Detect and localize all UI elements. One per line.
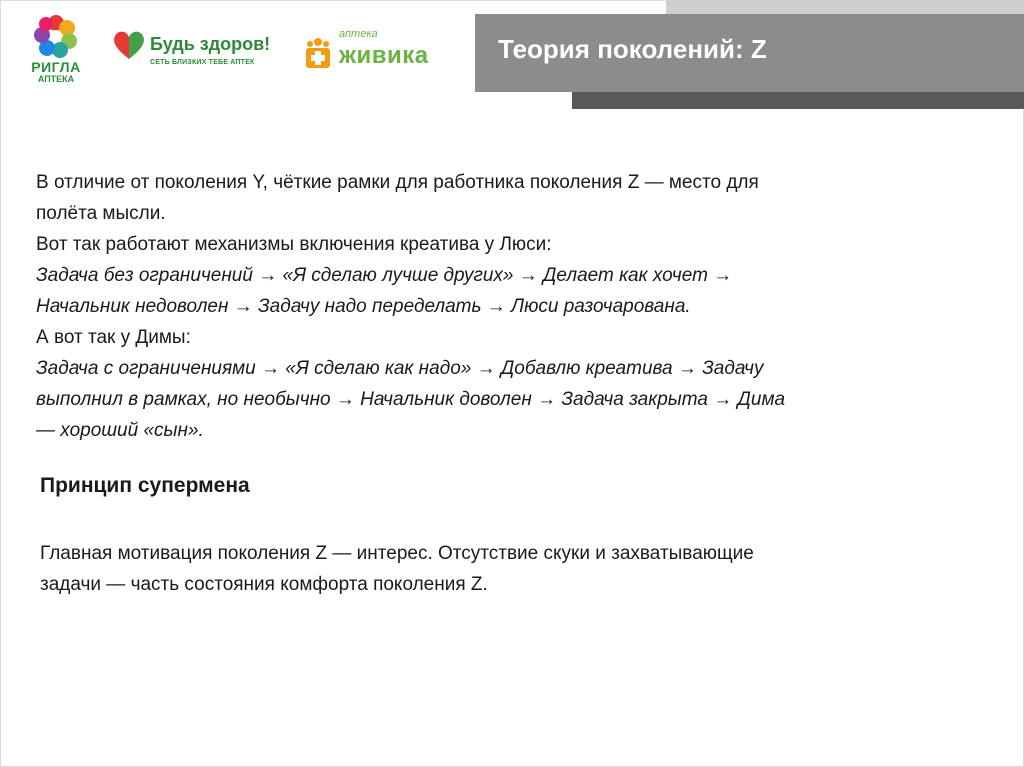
bud-zdorov-logo [112, 28, 287, 74]
zhivika-subtitle: аптека [339, 28, 378, 40]
heart-icon [112, 30, 146, 60]
section-line: задачи — часть состояния комфорта поколения Z. [40, 574, 488, 595]
zhivika-plus-icon [303, 36, 333, 70]
rigla-logo [30, 14, 82, 88]
body-line: Вот так работают механизмы включения креатива у Люси: [36, 234, 552, 255]
body-line: В отличие от поколения Y, чёткие рамки для работника поколения Z — место для [36, 172, 759, 193]
header-light-strip [666, 0, 1024, 14]
page-title: Теория поколений: Z [498, 34, 767, 64]
section-line: Главная мотивация поколения Z — интерес. Отсутствие скуки и захватывающие [40, 543, 754, 564]
section-text [40, 538, 980, 600]
zhivika-logo [303, 26, 453, 74]
section-heading: Принцип супермена [40, 474, 250, 497]
zhivika-name: живика [339, 42, 429, 69]
dima-chain-line: — хороший «сын». [36, 420, 204, 441]
body-line: полёта мысли. [36, 203, 166, 224]
body-text [36, 167, 986, 446]
rigla-subtitle: АПТЕКА [37, 74, 75, 84]
lucy-chain-line: Начальник недоволен → Задачу надо переделать → Люси разочарована. [36, 296, 691, 317]
rigla-name: РИГЛА [31, 59, 81, 75]
dima-chain-line: Задача с ограничениями → «Я сделаю как надо» → Добавлю креатива → Задачу [36, 358, 764, 379]
bud-zdorov-name: Будь здоров! [150, 34, 271, 54]
body-line: А вот так у Димы: [36, 327, 191, 348]
rigla-flower-icon [34, 14, 78, 58]
bud-zdorov-tagline: СЕТЬ БЛИЗКИХ ТЕБЕ АПТЕК [150, 59, 255, 66]
dima-chain-line: выполнил в рамках, но необычно → Начальник доволен → Задача закрыта → Дима [36, 389, 786, 410]
lucy-chain-line: Задача без ограничений → «Я сделаю лучше других» → Делает как хочет → [36, 265, 733, 286]
